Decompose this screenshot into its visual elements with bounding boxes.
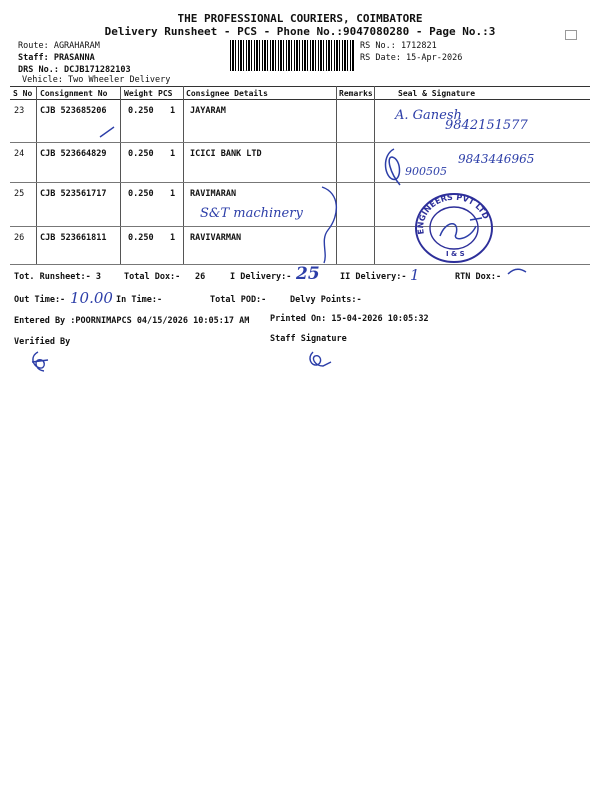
- row-pcs: 1: [170, 233, 176, 243]
- tot-runsheet: Tot. Runsheet:- 3: [14, 272, 101, 282]
- row-consignee: RAVIVARMAN: [190, 233, 242, 243]
- handwritten-delivered: 25: [296, 264, 320, 284]
- drs-number: DRS No.: DCJB171282103: [18, 65, 131, 75]
- staff-signature-label: Staff Signature: [270, 334, 347, 344]
- row-consignee: RAVIMARAN: [190, 189, 237, 199]
- vehicle: Vehicle: Two Wheeler Delivery: [22, 75, 171, 85]
- row-sno: 23: [14, 106, 25, 116]
- total-dox-value: 26: [195, 272, 206, 282]
- handwritten-phone: 9842151577: [445, 118, 528, 133]
- company-title: THE PROFESSIONAL COURIERS, COIMBATORE: [177, 12, 423, 25]
- route: Route: AGRAHARAM: [18, 41, 100, 51]
- handwritten-tick: [98, 125, 118, 139]
- row-divider: [10, 142, 590, 143]
- rs-number: RS No.: 1712821: [360, 41, 437, 51]
- row-consignment: CJB 523561717: [40, 189, 107, 199]
- printed-on: Printed On: 15-04-2026 10:05:32: [270, 314, 429, 324]
- col-weight: Weight: [124, 89, 153, 98]
- handwritten-phone: 9843446965: [458, 152, 535, 166]
- row-divider: [10, 182, 590, 183]
- row-sno: 26: [14, 233, 25, 243]
- i-delivery-label: I Delivery:-: [230, 272, 292, 282]
- handwritten-number: 900505: [405, 165, 447, 178]
- col-divider: [374, 86, 375, 264]
- row-weight: 0.250: [128, 106, 154, 116]
- row-weight: 0.250: [128, 233, 154, 243]
- handwritten-scribble: [380, 145, 410, 190]
- handwritten-bracket: [318, 185, 346, 265]
- handwritten-signature: A. Ganesh: [395, 108, 462, 123]
- in-time-label: In Time:-: [116, 295, 163, 305]
- verifier-signature: [28, 350, 52, 372]
- col-consignment: Consignment No: [40, 89, 108, 98]
- total-dox-label: Total Dox:-: [124, 272, 181, 282]
- row-consignment: CJB 523685206: [40, 106, 107, 116]
- col-remarks: Remarks: [339, 89, 373, 98]
- staff: Staff: PRASANNA: [18, 53, 95, 63]
- row-sno: 25: [14, 189, 25, 199]
- entered-by: Entered By :POORNIMAPCS 04/15/2026 10:05:17 AM: [14, 316, 250, 326]
- row-weight: 0.250: [128, 189, 154, 199]
- runsheet-subtitle: Delivery Runsheet - PCS - Phone No.:9047080280 - Page No.:3: [104, 25, 496, 38]
- ii-delivery-label: II Delivery:-: [340, 272, 407, 282]
- verified-by-label: Verified By: [14, 337, 71, 347]
- col-divider: [183, 86, 184, 264]
- col-pcs: PCS: [158, 89, 173, 98]
- row-weight: 0.250: [128, 149, 154, 159]
- out-time-label: Out Time:-: [14, 295, 66, 305]
- handwritten-note: S&T machinery: [200, 206, 303, 221]
- row-divider: [10, 226, 590, 227]
- col-divider: [36, 86, 37, 264]
- handwritten-ii-delivery: 1: [410, 266, 420, 284]
- row-pcs: 1: [170, 189, 176, 199]
- corner-box: [565, 30, 577, 40]
- col-consignee: Consignee Details: [186, 89, 268, 98]
- barcode: [230, 40, 355, 71]
- staff-signature-mark: [305, 348, 335, 370]
- company-seal-stamp: [412, 190, 496, 266]
- row-consignment: CJB 523664829: [40, 149, 107, 159]
- stamp-ring-text: ENGINEERS PVT LTD: [416, 192, 491, 236]
- col-sno: S No: [13, 89, 33, 98]
- row-sno: 24: [14, 149, 25, 159]
- svg-text:ENGINEERS PVT LTD: [416, 193, 491, 235]
- row-consignee: ICICI BANK LTD: [190, 149, 262, 159]
- col-divider: [120, 86, 121, 264]
- delvy-points-label: Delvy Points:-: [290, 295, 362, 305]
- rs-date: RS Date: 15-Apr-2026: [360, 53, 463, 63]
- col-seal: Seal & Signature: [398, 89, 476, 98]
- total-pod-label: Total POD:-: [210, 295, 267, 305]
- table-header-line: [10, 99, 590, 100]
- row-pcs: 1: [170, 149, 176, 159]
- row-pcs: 1: [170, 106, 176, 116]
- handwritten-dash: [506, 268, 528, 276]
- rtn-dox-label: RTN Dox:-: [455, 272, 502, 282]
- table-top-line: [10, 86, 590, 87]
- row-consignment: CJB 523661811: [40, 233, 107, 243]
- stamp-bottom-text: I & S: [446, 250, 465, 258]
- handwritten-out-time: 10.00: [70, 289, 113, 307]
- row-consignee: JAYARAM: [190, 106, 226, 116]
